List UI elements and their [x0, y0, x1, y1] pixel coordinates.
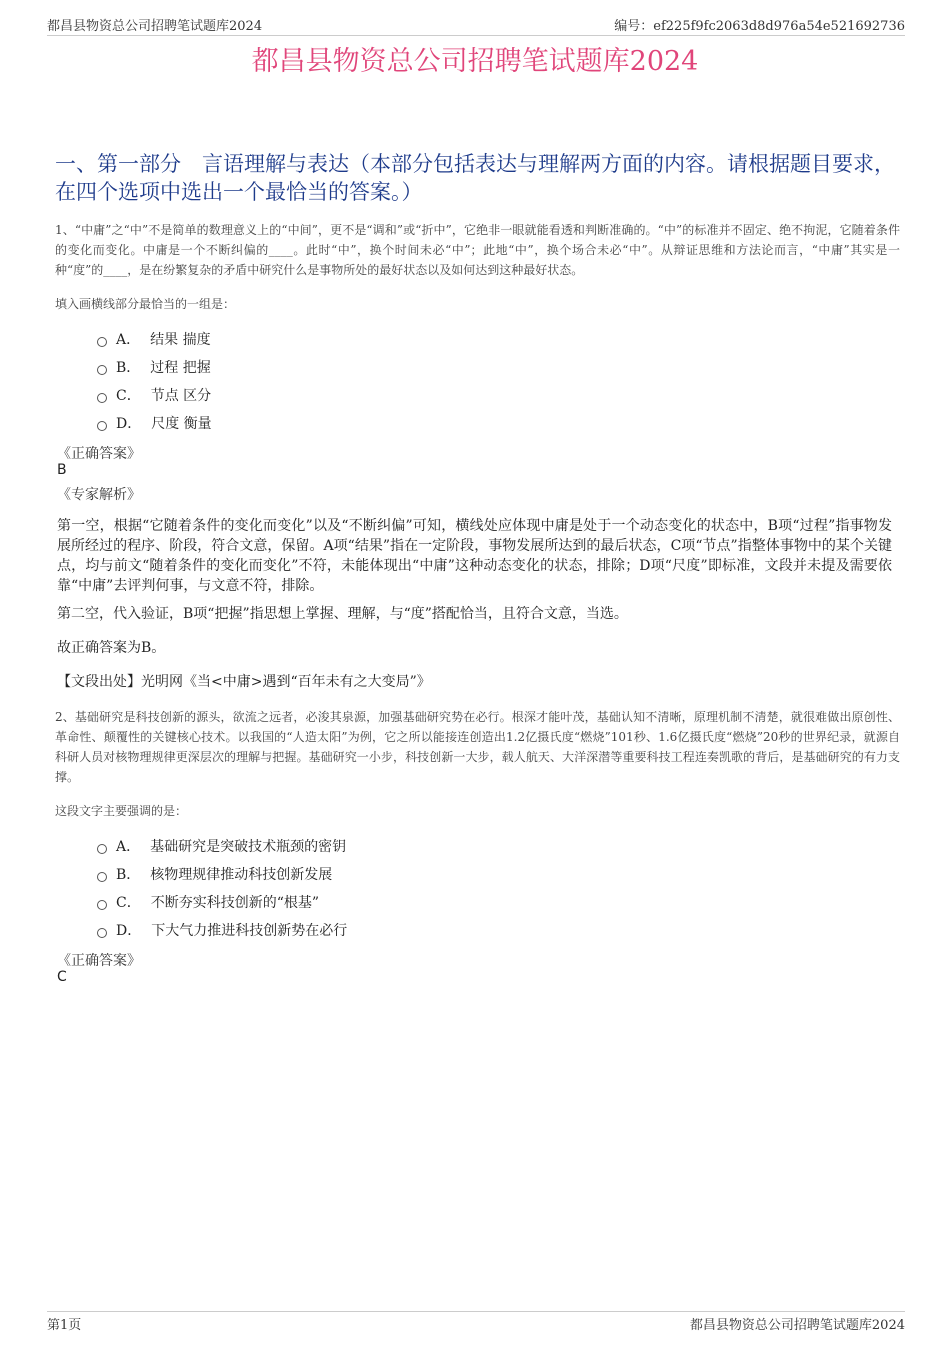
radio-icon[interactable]	[97, 872, 107, 882]
option-letter: C．	[116, 895, 141, 911]
question-1-analysis-para-1: 第一空，根据“它随着条件的变化而变化”以及“不断纠偏”可知，横线处应体现中庸是处于一个动态变化的状态中，B项“过程”指事物发展所经过的程序、阶段，符合文意，保留。A项“结果”指在一定阶段，事物发展所达到的最后状态，C项“节点”指整体事物中的某个关键点，均与前文“随着条件的变化而变化”不符，未能体现出“中庸”这种动态变化的状态，排除；D项“尺度”即标准，文段并未提及需要依靠“中庸”去评判何事，与文意不符，排除。	[57, 518, 892, 594]
question-1-answer-label: 《正确答案》	[57, 446, 141, 462]
question-1-text: 1、“中庸”之“中”不是简单的数理意义上的“中间”，更不是“调和”或“折中”，它绝非一眼就能看透和判断准确的。“中”的标准并不固定、绝不拘泥，它随着条件的变化而变化。中庸是一个不断纠偏的____。此时“中”，换个时间未必“中”；此地“中”，换个场合未必“中”。从辩证思维和方法论而言，“中庸”其实是一种“度”的____，是在纷繁复杂的矛盾中研究什么是事物所处的最好状态以及如何达到这种最好状态。	[55, 223, 900, 277]
option-letter: C．	[116, 388, 141, 404]
question-2-prompt: 这段文字主要强调的是：	[55, 804, 188, 818]
question-2-option-a[interactable]	[97, 836, 346, 856]
footer-page-number: 第1页	[47, 1318, 82, 1333]
question-2-answer-label: 《正确答案》	[57, 953, 141, 969]
option-text: 基础研究是突破技术瓶颈的密钥	[150, 839, 347, 855]
option-letter: B．	[116, 360, 141, 376]
radio-icon[interactable]	[97, 365, 107, 375]
option-letter: A．	[116, 332, 141, 348]
radio-icon[interactable]	[97, 393, 107, 403]
question-1-analysis-para-3: 故正确答案为B。	[57, 640, 166, 656]
radio-icon[interactable]	[97, 900, 107, 910]
section-heading: 一、第一部分 言语理解与表达（本部分包括表达与理解两方面的内容。请根据题目要求，在四个选项中选出一个最恰当的答案。）	[55, 152, 895, 204]
footer-divider	[47, 1311, 905, 1312]
option-letter: B．	[116, 867, 141, 883]
page-title: 都昌县物资总公司招聘笔试题库2024	[251, 46, 699, 77]
header-divider	[47, 35, 905, 36]
question-1-answer: B	[57, 462, 67, 478]
option-text: 不断夯实科技创新的“根基”	[150, 895, 320, 911]
question-2-option-d[interactable]	[97, 920, 347, 940]
question-1-analysis-para-2: 第二空，代入验证，B项“把握”指思想上掌握、理解，与“度”搭配恰当，且符合文意，当选。	[57, 606, 628, 622]
question-1-option-b[interactable]	[97, 357, 211, 377]
question-1-source: 【文段出处】光明网《当<中庸>遇到“百年未有之大变局”》	[57, 674, 431, 690]
question-2-option-c[interactable]	[97, 892, 319, 912]
question-1-prompt: 填入画横线部分最恰当的一组是：	[55, 297, 236, 311]
question-2-text: 2、基础研究是科技创新的源头，欲流之远者，必浚其泉源，加强基础研究势在必行。根深才能叶茂，基础认知不清晰，原理机制不清楚，就很难做出原创性、革命性、颠覆性的关键核心技术。以我国的“人造太阳”为例，它之所以能接连创造出1.2亿摄氏度“燃烧”101秒、1.6亿摄氏度“燃烧”20秒的世界纪录，就源自科研人员对核物理规律更深层次的理解与把握。基础研究一小步，科技创新一大步，载人航天、大洋深潜等重要科技工程连奏凯歌的背后，是基础研究的有力支撑。	[55, 710, 900, 784]
footer-title: 都昌县物资总公司招聘笔试题库2024	[689, 1318, 905, 1333]
option-text: 节点 区分	[150, 388, 212, 404]
option-text: 过程 把握	[150, 360, 211, 376]
question-1-option-d[interactable]	[97, 413, 212, 433]
header-doc-number: 编号：ef225f9fc2063d8d976a54e521692736	[614, 19, 905, 34]
header-left-title: 都昌县物资总公司招聘笔试题库2024	[47, 19, 263, 34]
option-letter: D．	[116, 416, 142, 432]
question-1-option-c[interactable]	[97, 385, 211, 405]
option-text: 下大气力推进科技创新势在必行	[151, 923, 348, 939]
radio-icon[interactable]	[97, 337, 107, 347]
question-2-option-b[interactable]	[97, 864, 332, 884]
radio-icon[interactable]	[97, 421, 107, 431]
radio-icon[interactable]	[97, 928, 107, 938]
question-2-answer: C	[57, 969, 67, 985]
radio-icon[interactable]	[97, 844, 107, 854]
option-text: 核物理规律推动科技创新发展	[150, 867, 333, 883]
option-letter: D．	[116, 923, 142, 939]
option-text: 尺度 衡量	[151, 416, 212, 432]
question-1-option-a[interactable]	[97, 329, 211, 349]
option-letter: A．	[116, 839, 141, 855]
question-1-analysis-label: 《专家解析》	[57, 487, 141, 503]
option-text: 结果 揣度	[150, 332, 211, 348]
